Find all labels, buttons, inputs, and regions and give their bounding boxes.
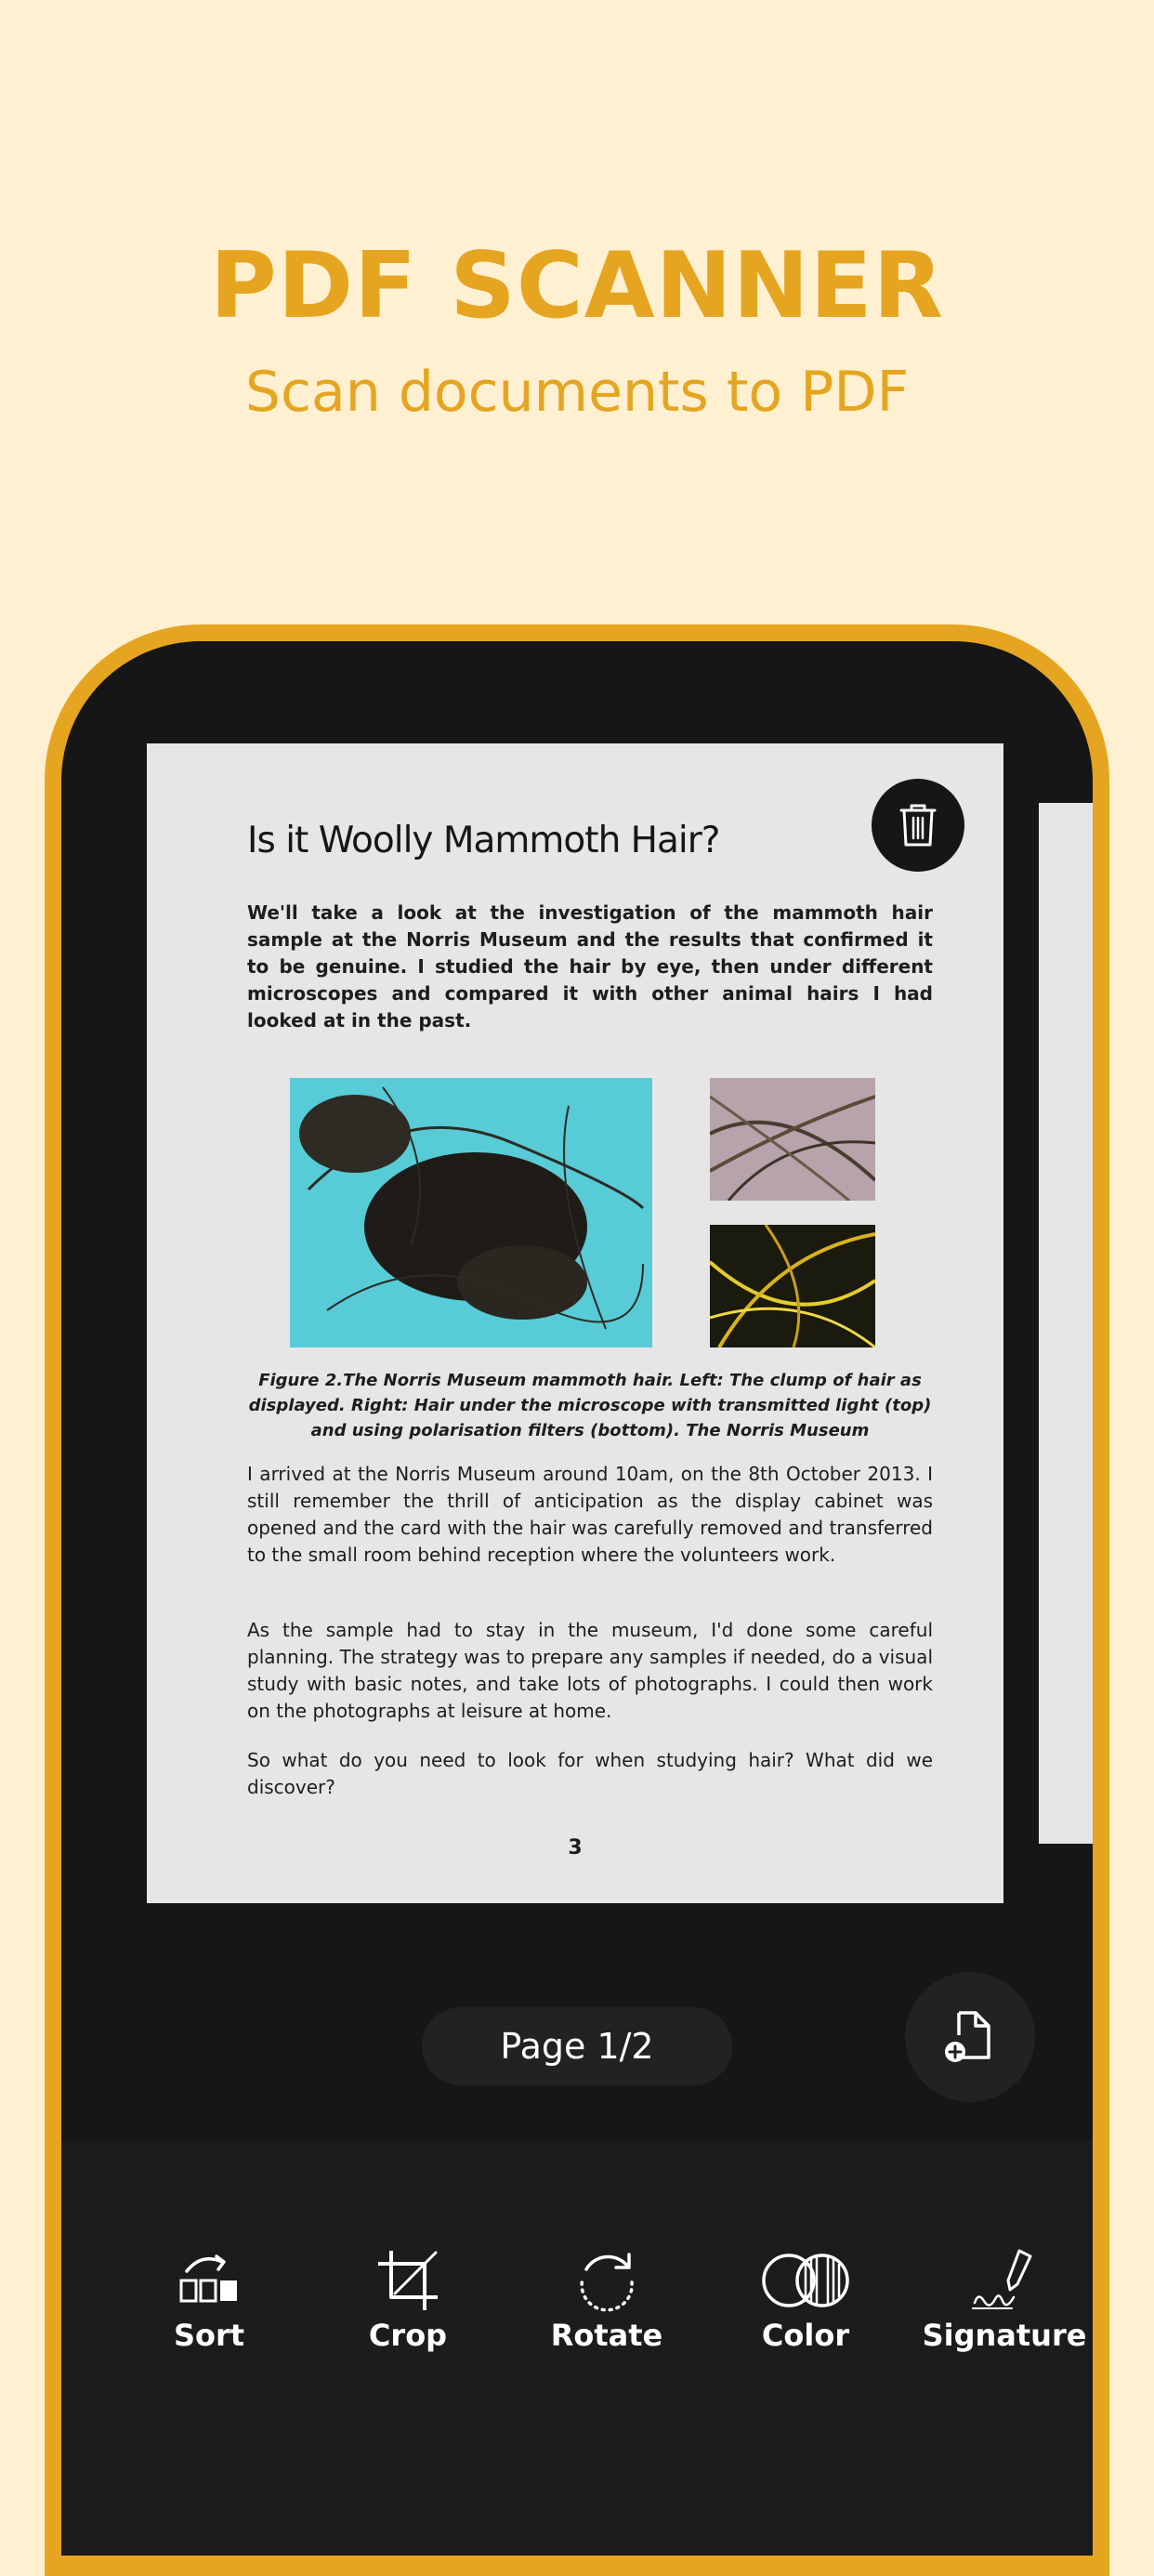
color-icon <box>761 2247 850 2314</box>
signature-icon <box>971 2247 1038 2314</box>
document-paragraph: So what do you need to look for when studying hair? What did we discover? <box>247 1749 933 1798</box>
color-button[interactable] <box>706 2141 905 2364</box>
promo-subtitle: Scan documents to PDF <box>244 360 910 425</box>
sort-button[interactable] <box>110 2141 308 2364</box>
figure-caption: Figure 2.The Norris Museum mammoth hair. Left: The clump of hair as displayed. Right: Hair under the microscope with transmitted light (top) and using polarisation filters (bottom). The Norris Museum <box>248 1371 932 1440</box>
rotate-label: Rotate <box>550 2318 663 2353</box>
microscope-polarised-photo <box>710 1225 875 1347</box>
sort-label: Sort <box>173 2318 245 2353</box>
microscope-transmitted-photo <box>710 1078 875 1201</box>
rotate-button[interactable] <box>507 2141 706 2364</box>
crop-icon <box>374 2247 441 2314</box>
document-page-number: 3 <box>568 1836 583 1860</box>
phone-screen <box>61 641 1093 2556</box>
crop-label: Crop <box>368 2318 448 2353</box>
rotate-icon <box>573 2247 640 2314</box>
crop-button[interactable] <box>308 2141 507 2364</box>
trash-icon <box>896 801 940 849</box>
next-page-preview[interactable] <box>1039 803 1093 1844</box>
document-paragraph: As the sample had to stay in the museum, I'd done some careful planning. The strategy was to prepare any samples if needed, do a visual study with basic notes, and take lots of photographs. I could then work on the photographs at leisure at home. <box>247 1619 933 1722</box>
delete-page-button[interactable] <box>872 779 964 872</box>
page-indicator: Page 1/2 <box>422 2007 732 2085</box>
signature-label: Signature <box>922 2318 1087 2353</box>
document-intro: We'll take a look at the investigation of the mammoth hair sample at the Norris Museum and the results that confirmed it to be genuine. I studied the hair by eye, then under different microscopes and compared it with other animal hairs I had looked at in the past. <box>247 901 933 1032</box>
promo-title: PDF SCANNER <box>209 233 945 339</box>
signature-button[interactable] <box>905 2141 1093 2364</box>
color-label: Color <box>761 2318 850 2353</box>
hair-clump-photo <box>290 1078 652 1347</box>
document-heading: Is it Woolly Mammoth Hair? <box>247 820 720 861</box>
add-page-button[interactable] <box>905 1972 1035 2102</box>
document-page[interactable] <box>147 743 1003 1903</box>
document-paragraph: I arrived at the Norris Museum around 10am, on the 8th October 2013. I still remember the thrill of anticipation as the display cabinet was opened and the card with the hair was carefully removed and transferred to the small room behind reception where the volunteers work. <box>247 1463 933 1566</box>
edit-toolbar <box>61 2141 1093 2556</box>
sort-icon <box>176 2247 243 2314</box>
add-file-icon <box>942 2007 998 2067</box>
